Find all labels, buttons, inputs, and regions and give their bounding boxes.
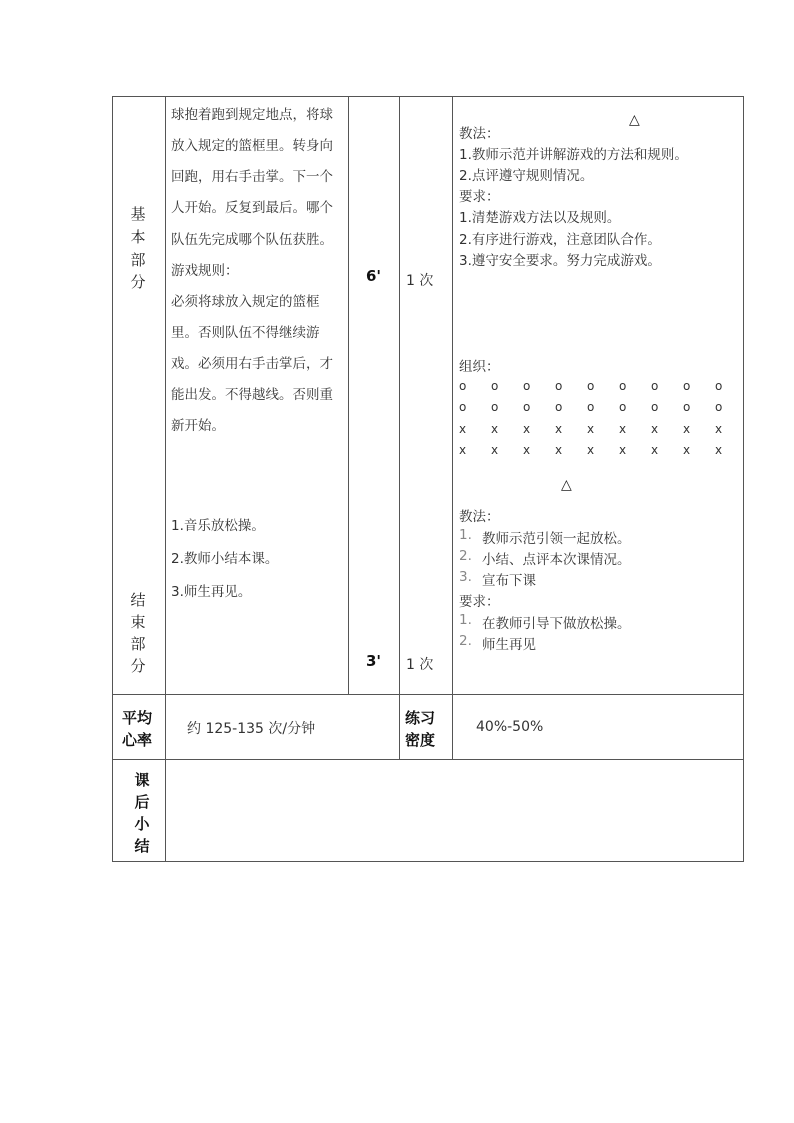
formation-mark: x [651, 443, 659, 457]
section-char: 束 [130, 613, 146, 631]
table-border-right [743, 96, 744, 862]
column-divider [348, 96, 349, 694]
summary-content-cell[interactable] [166, 760, 743, 861]
section-char: 基 [130, 205, 146, 223]
method-line: 要求： [459, 189, 500, 205]
list-number: 1. [459, 612, 472, 628]
req-label: 要求： [459, 594, 500, 610]
content-line: 能出发。不得越线。否则重 [171, 387, 333, 403]
formation-mark: o [523, 379, 531, 393]
teacher-triangle-icon: △ [561, 477, 572, 493]
method-line: 教法： [459, 126, 500, 142]
formation-mark: o [523, 400, 531, 414]
teacher-triangle-icon: △ [629, 112, 640, 128]
section-char: 分 [130, 657, 146, 675]
table-border-left [112, 96, 113, 862]
formation-mark: o [491, 379, 499, 393]
formation-mark: x [619, 422, 627, 436]
method-line: 2.有序进行游戏，注意团队合作。 [459, 232, 661, 248]
heart-rate-label: 平均 [122, 709, 153, 727]
summary-label: 小 [134, 815, 150, 833]
density-value: 40%-50% [476, 719, 544, 735]
formation-mark: o [619, 400, 627, 414]
section-char: 分 [130, 273, 146, 291]
organization-label: 组织： [459, 359, 500, 375]
formation-mark: o [715, 379, 723, 393]
formation-mark: x [587, 443, 595, 457]
content-line: 队伍先完成哪个队伍获胜。 [171, 232, 333, 248]
table-border-bottom [112, 861, 744, 862]
section-char: 本 [130, 228, 146, 246]
content-line: 必须将球放入规定的篮框 [171, 294, 320, 310]
list-text: 小结、点评本次课情况。 [482, 552, 631, 568]
section-char: 结 [130, 591, 146, 609]
formation-mark: x [459, 443, 467, 457]
content-line: 球抱着跑到规定地点，将球 [171, 107, 333, 123]
section-char: 部 [130, 251, 146, 269]
content-line: 里。否则队伍不得继续游 [171, 325, 320, 341]
formation-mark: o [587, 400, 595, 414]
formation-mark: x [683, 443, 691, 457]
summary-label: 后 [134, 793, 150, 811]
formation-mark: x [715, 422, 723, 436]
column-divider [452, 96, 453, 759]
formation-mark: o [555, 400, 563, 414]
content-line: 3.师生再见。 [171, 584, 252, 600]
column-divider [399, 96, 400, 759]
formation-mark: o [491, 400, 499, 414]
formation-mark: o [459, 379, 467, 393]
method-line: 1.清楚游戏方法以及规则。 [459, 210, 621, 226]
formation-mark: x [459, 422, 467, 436]
content-line: 游戏规则： [171, 263, 239, 279]
heart-rate-value: 约 125-135 次/分钟 [187, 721, 316, 737]
content-line: 2.教师小结本课。 [171, 551, 279, 567]
formation-mark: o [555, 379, 563, 393]
section-char: 部 [130, 635, 146, 653]
method-line: 1.教师示范并讲解游戏的方法和规则。 [459, 147, 688, 163]
formation-mark: o [459, 400, 467, 414]
column-divider [165, 96, 166, 862]
list-number: 3. [459, 569, 472, 585]
list-text: 宣布下课 [482, 573, 536, 589]
content-line: 回跑，用右手击掌。下一个 [171, 169, 333, 185]
formation-mark: x [619, 443, 627, 457]
density-label: 练习 [405, 709, 436, 727]
count-end: 1 次 [406, 657, 434, 673]
list-text: 在教师引导下做放松操。 [482, 616, 631, 632]
formation-mark: x [555, 443, 563, 457]
formation-mark: x [555, 422, 563, 436]
method-line: 2.点评遵守规则情况。 [459, 168, 594, 184]
list-text: 师生再见 [482, 637, 536, 653]
table-border-top [112, 96, 744, 97]
list-number: 1. [459, 527, 472, 543]
list-number: 2. [459, 548, 472, 564]
content-line: 放入规定的篮框里。转身向 [171, 138, 333, 154]
formation-mark: o [651, 379, 659, 393]
formation-mark: x [683, 422, 691, 436]
content-line: 1.音乐放松操。 [171, 518, 265, 534]
formation-mark: o [651, 400, 659, 414]
formation-mark: o [683, 400, 691, 414]
formation-mark: x [491, 443, 499, 457]
content-line: 新开始。 [171, 418, 225, 434]
table-row-divider [112, 694, 744, 695]
teach-label: 教法： [459, 509, 500, 525]
summary-label: 课 [134, 771, 150, 789]
summary-label: 结 [134, 837, 150, 855]
formation-mark: x [491, 422, 499, 436]
method-line: 3.遵守安全要求。努力完成游戏。 [459, 253, 661, 269]
formation-mark: x [587, 422, 595, 436]
count-basic: 1 次 [406, 273, 434, 289]
formation-mark: x [523, 443, 531, 457]
formation-mark: o [715, 400, 723, 414]
formation-mark: x [651, 422, 659, 436]
density-label: 密度 [405, 731, 436, 749]
formation-mark: o [587, 379, 595, 393]
formation-mark: x [715, 443, 723, 457]
time-basic: 6' [366, 267, 382, 285]
content-line: 戏。必须用右手击掌后，才 [171, 356, 333, 372]
formation-mark: o [619, 379, 627, 393]
formation-mark: x [523, 422, 531, 436]
list-number: 2. [459, 633, 472, 649]
formation-mark: o [683, 379, 691, 393]
content-line: 人开始。反复到最后。哪个 [171, 200, 333, 216]
time-end: 3' [366, 652, 382, 670]
list-text: 教师示范引领一起放松。 [482, 531, 631, 547]
heart-rate-label: 心率 [122, 731, 153, 749]
